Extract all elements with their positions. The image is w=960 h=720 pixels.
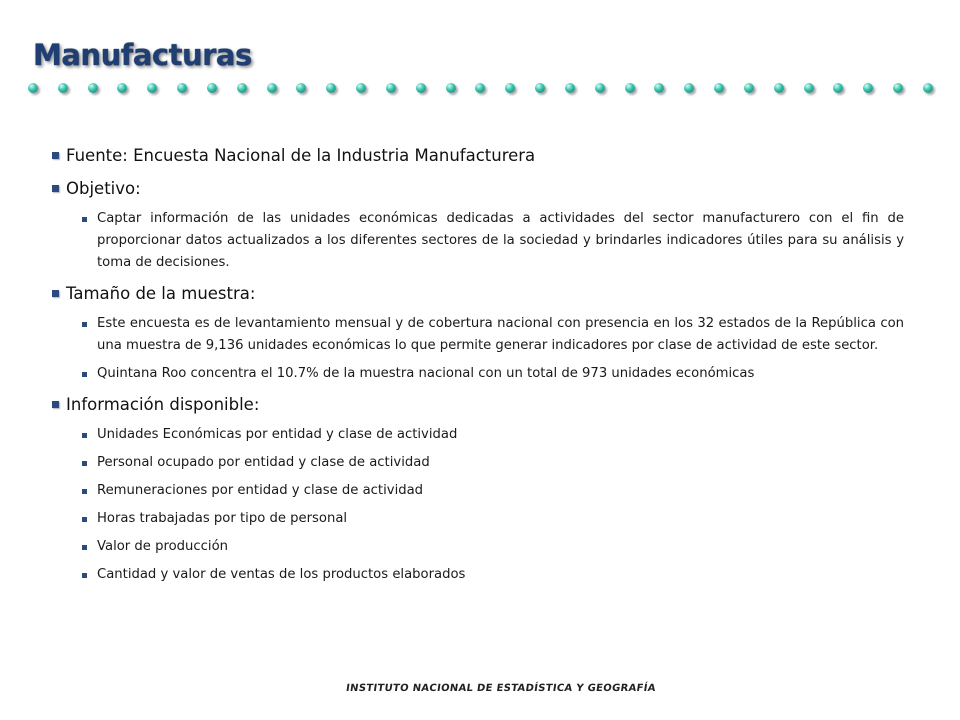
square-bullet-icon	[82, 433, 87, 438]
decorative-dot-icon	[147, 83, 157, 93]
sub-bullet-text: Valor de producción	[97, 539, 228, 554]
sub-bullet	[82, 424, 904, 446]
square-bullet-icon	[82, 489, 87, 494]
square-bullet-icon	[82, 217, 87, 222]
decorative-dot-icon	[714, 83, 724, 93]
sub-bullet-text: Remuneraciones por entidad y clase de actividad	[97, 483, 424, 498]
bullet-informacion-text: Información disponible:	[66, 395, 260, 414]
square-bullet-icon	[82, 517, 87, 522]
bullet-muestra-text: Tamaño de la muestra:	[66, 284, 256, 303]
square-bullet-icon	[82, 461, 87, 466]
decorative-dot-icon	[296, 83, 306, 93]
square-bullet-icon	[82, 322, 87, 327]
decorative-dot-icon	[117, 83, 127, 93]
decorative-dot-row	[28, 78, 933, 98]
square-bullet-icon	[52, 185, 59, 192]
decorative-dot-icon	[326, 83, 336, 93]
bullet-objetivo	[52, 179, 904, 198]
decorative-dot-icon	[267, 83, 277, 93]
square-bullet-icon	[52, 401, 59, 408]
sub-bullet-text: Quintana Roo concentra el 10.7% de la muestra nacional con un total de 973 unidades económicas	[97, 366, 755, 381]
decorative-dot-icon	[565, 83, 575, 93]
decorative-dot-icon	[833, 83, 843, 93]
decorative-dot-icon	[237, 83, 247, 93]
decorative-dot-icon	[207, 83, 217, 93]
sub-bullet-text: Este encuesta es de levantamiento mensual y de cobertura nacional con presencia en los 32 estados de la República con una muestra de 9,136 unidades económicas lo que permite generar indicadores por clase de actividad de este sector.	[97, 316, 904, 353]
sub-bullet	[82, 536, 904, 558]
decorative-dot-icon	[505, 83, 515, 93]
sub-bullet	[82, 564, 904, 586]
decorative-dot-icon	[774, 83, 784, 93]
square-bullet-icon	[82, 573, 87, 578]
bullet-fuente-text: Fuente: Encuesta Nacional de la Industria Manufacturera	[66, 146, 536, 165]
decorative-dot-icon	[893, 83, 903, 93]
decorative-dot-icon	[28, 83, 38, 93]
sub-bullet	[82, 508, 904, 530]
decorative-dot-icon	[625, 83, 635, 93]
decorative-dot-icon	[446, 83, 456, 93]
sub-bullet	[82, 480, 904, 502]
sub-bullet	[82, 208, 904, 274]
slide-content	[52, 146, 904, 596]
sub-bullet-text: Cantidad y valor de ventas de los productos elaborados	[97, 567, 466, 582]
decorative-dot-icon	[595, 83, 605, 93]
decorative-dot-icon	[356, 83, 366, 93]
square-bullet-icon	[82, 372, 87, 377]
footer-institution: INSTITUTO NACIONAL DE ESTADÍSTICA Y GEOGRAFÍA	[345, 683, 657, 694]
decorative-dot-icon	[804, 83, 814, 93]
square-bullet-icon	[82, 545, 87, 550]
sub-bullet-text: Personal ocupado por entidad y clase de actividad	[97, 455, 430, 470]
sub-bullet-text: Horas trabajadas por tipo de personal	[97, 511, 348, 526]
sub-bullet	[82, 363, 904, 385]
square-bullet-icon	[52, 152, 59, 159]
decorative-dot-icon	[88, 83, 98, 93]
decorative-dot-icon	[654, 83, 664, 93]
decorative-dot-icon	[535, 83, 545, 93]
bullet-muestra	[52, 284, 904, 303]
bullet-fuente	[52, 146, 904, 165]
bullet-objetivo-text: Objetivo:	[66, 179, 141, 198]
decorative-dot-icon	[744, 83, 754, 93]
decorative-dot-icon	[386, 83, 396, 93]
sub-bullet	[82, 313, 904, 357]
decorative-dot-icon	[475, 83, 485, 93]
decorative-dot-icon	[58, 83, 68, 93]
decorative-dot-icon	[923, 83, 933, 93]
decorative-dot-icon	[863, 83, 873, 93]
bullet-informacion	[52, 395, 904, 414]
decorative-dot-icon	[177, 83, 187, 93]
slide-title: Manufacturas	[33, 38, 252, 72]
decorative-dot-icon	[416, 83, 426, 93]
sub-bullet-text: Captar información de las unidades económicas dedicadas a actividades del sector manufacturero con el fin de proporcionar datos actualizados a los diferentes sectores de la sociedad y brindarles indicadores útiles para su análisis y toma de decisiones.	[97, 211, 904, 270]
sub-bullet	[82, 452, 904, 474]
sub-bullet-text: Unidades Económicas por entidad y clase de actividad	[97, 427, 458, 442]
decorative-dot-icon	[684, 83, 694, 93]
square-bullet-icon	[52, 290, 59, 297]
